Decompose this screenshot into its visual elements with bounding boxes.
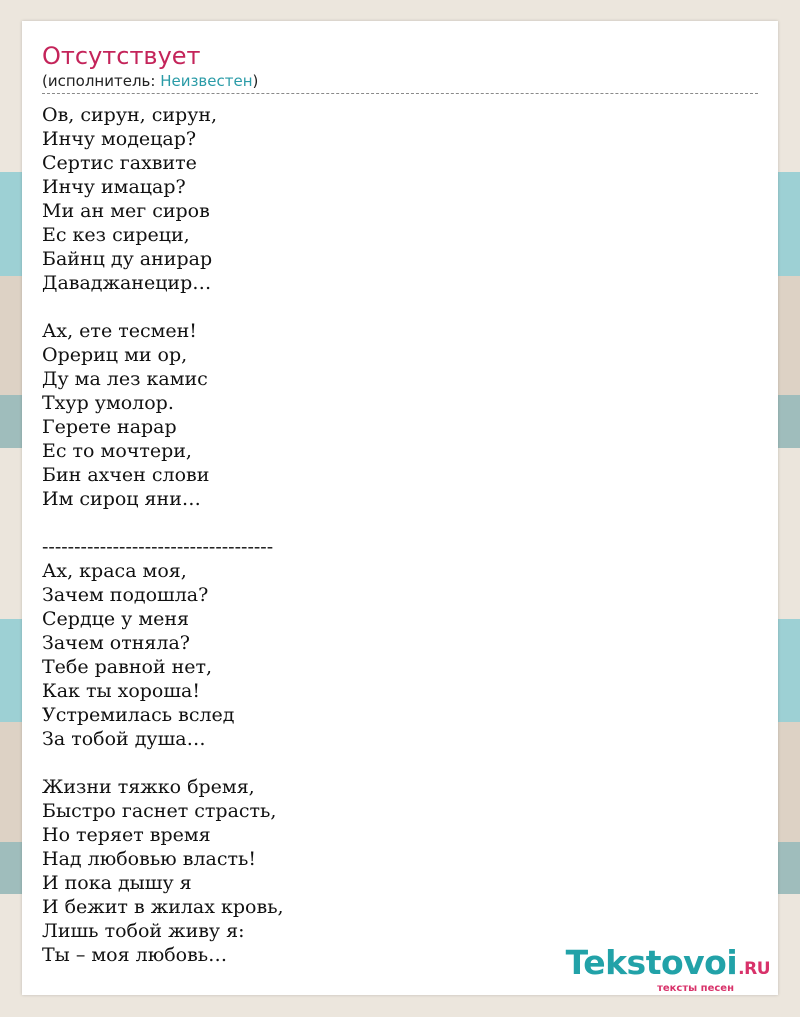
lyric-line: Бин ахчен слови <box>42 464 210 486</box>
lyrics-text <box>42 103 758 967</box>
lyric-line: Ов, сирун, сирун, <box>42 104 218 126</box>
lyric-line: Инчу модецар? <box>42 128 197 150</box>
lyric-line: Даваджанецир… <box>42 272 212 294</box>
lyric-line: Ду ма лез камис <box>42 368 208 390</box>
blank-line <box>42 511 758 535</box>
blank-line <box>42 751 758 775</box>
lyric-line: Им сироц яни… <box>42 488 201 510</box>
artist-line <box>42 71 758 94</box>
lyric-line: За тобой душа… <box>42 728 206 750</box>
lyric-line: Тхур умолор. <box>42 392 174 414</box>
lyric-line: Ес кез сиреци, <box>42 224 190 246</box>
lyric-line: Зачем отняла? <box>42 632 190 654</box>
lyric-line: Сертис гахвите <box>42 152 197 174</box>
lyric-line: Над любовью власть! <box>42 848 256 870</box>
lyric-line: Ах, краса моя, <box>42 560 187 582</box>
lyric-line: Сердце у меня <box>42 608 190 630</box>
artist-suffix: ) <box>252 72 259 90</box>
lyric-line: Ми ан мег сиров <box>42 200 210 222</box>
lyric-line: Ты – моя любовь… <box>42 944 228 966</box>
artist-link[interactable]: Неизвестен <box>160 72 253 90</box>
lyric-line: И пока дышу я <box>42 872 192 894</box>
logo-tld: .RU <box>738 959 770 979</box>
song-title: Отсутствует <box>42 42 201 70</box>
lyric-line: Герете нарар <box>42 416 177 438</box>
lyric-line: Устремилась вслед <box>42 704 235 726</box>
lyrics-card <box>22 21 778 995</box>
lyric-line: ------------------------------------ <box>42 536 274 558</box>
lyric-line: Жизни тяжко бремя, <box>42 776 255 798</box>
lyric-line: Как ты хороша! <box>42 680 201 702</box>
lyric-line: И бежит в жилах кровь, <box>42 896 284 918</box>
lyric-line: Быстро гаснет страсть, <box>42 800 277 822</box>
lyric-line: Но теряет время <box>42 824 211 846</box>
artist-prefix: (исполнитель: <box>42 72 161 90</box>
lyric-line: Ах, ете тесмен! <box>42 320 197 342</box>
lyric-line: Орериц ми ор, <box>42 344 188 366</box>
lyric-line: Инчу имацар? <box>42 176 186 198</box>
site-logo[interactable] <box>565 943 770 994</box>
lyric-line: Тебе равной нет, <box>42 656 213 678</box>
blank-line <box>42 295 758 319</box>
logo-name: Tekstovoi <box>565 943 738 982</box>
lyric-line: Ес то мочтери, <box>42 440 192 462</box>
lyric-line: Байнц ду анирар <box>42 248 213 270</box>
lyric-line: Лишь тобой живу я: <box>42 920 245 942</box>
lyric-line: Зачем подошла? <box>42 584 209 606</box>
logo-tagline: тексты песен <box>657 983 734 994</box>
